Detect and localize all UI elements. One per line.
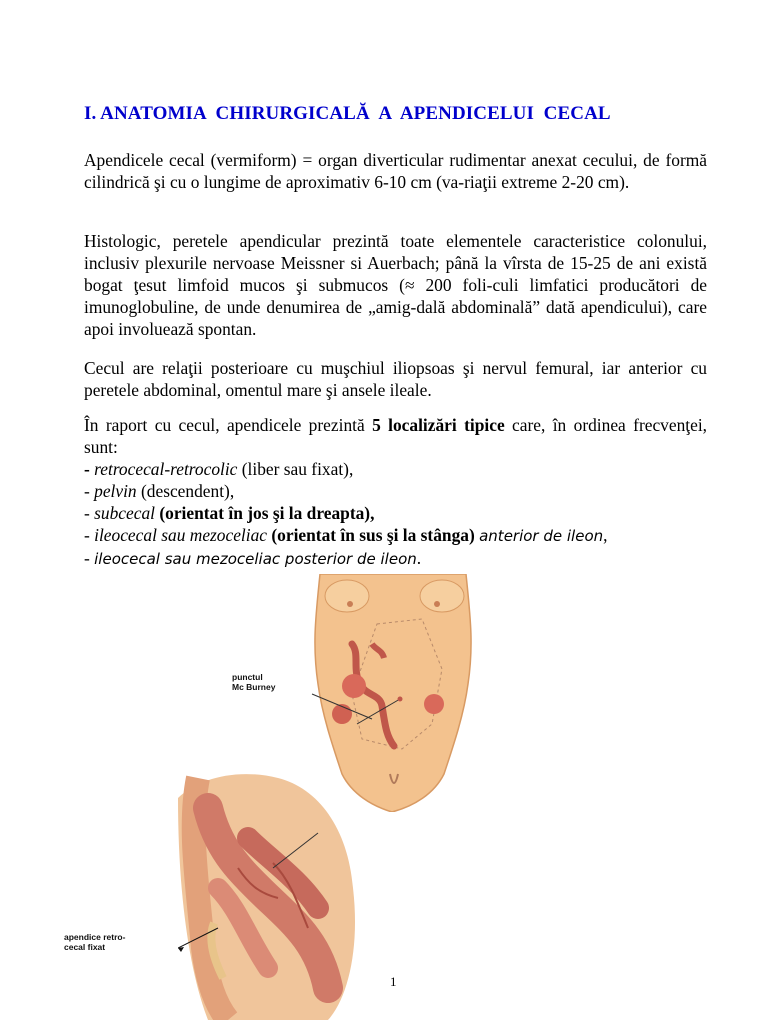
- intro-text-end: care, în ordinea frecvenţei, sunt:: [84, 415, 708, 457]
- paragraph-localizations-intro: [84, 414, 707, 458]
- list-item: - pelvin (descendent),: [84, 481, 235, 501]
- intro-bold: 5 localizări tipice: [372, 415, 505, 435]
- intro-text: În raport cu cecul, apendicele prezintă: [84, 415, 373, 435]
- section-heading: I. ANATOMIA CHIRURGICALĂ A APENDICELUI CECAL: [84, 103, 611, 124]
- list-item: - ileocecal sau mezoceliac posterior de ileon.: [84, 548, 422, 568]
- list-item: - retrocecal-retrocolic (liber sau fixat),: [84, 459, 354, 479]
- list-item: - ileocecal sau mezoceliac (orientat în sus şi la stânga) anterior de ileon,: [84, 525, 608, 545]
- paragraph-definition: Apendicele cecal (vermiform) = organ diverticular rudimentar anexat cecului, de formă cilindrică şi cu o lungime de aproximativ 6-10 cm (va-riaţii extreme 2-20 cm).: [84, 150, 707, 192]
- label-mcburney: punctul Mc Burney: [232, 672, 276, 692]
- list-item: - subcecal (orientat în jos şi la dreapta),: [84, 503, 375, 523]
- localizations-list: [84, 458, 724, 570]
- label-retrocecal: apendice retro- cecal fixat: [64, 932, 126, 952]
- paragraph-relations: Cecul are relaţii posterioare cu muşchiul iliopsoas şi nervul femural, iar anterior cu peretele abdominal, omentul mare şi ansele ileale.: [84, 358, 707, 400]
- page-number: 1: [390, 974, 397, 989]
- cecum-illustration: [178, 768, 364, 1020]
- paragraph-histology: Histologic, peretele apendicular prezintă toate elementele caracteristice colonului, inclusiv plexurile nervoase Meissner si Auerbach; până la vîrsta de 15-25 de ani există bogat ţesut limfoid mucos şi submucos (≈ 200 foli-culi limfatici producători de imunoglobuline, de unde denumirea de „amig-dală abdominală” dată apendicului), care apoi involuează spontan.: [84, 231, 707, 339]
